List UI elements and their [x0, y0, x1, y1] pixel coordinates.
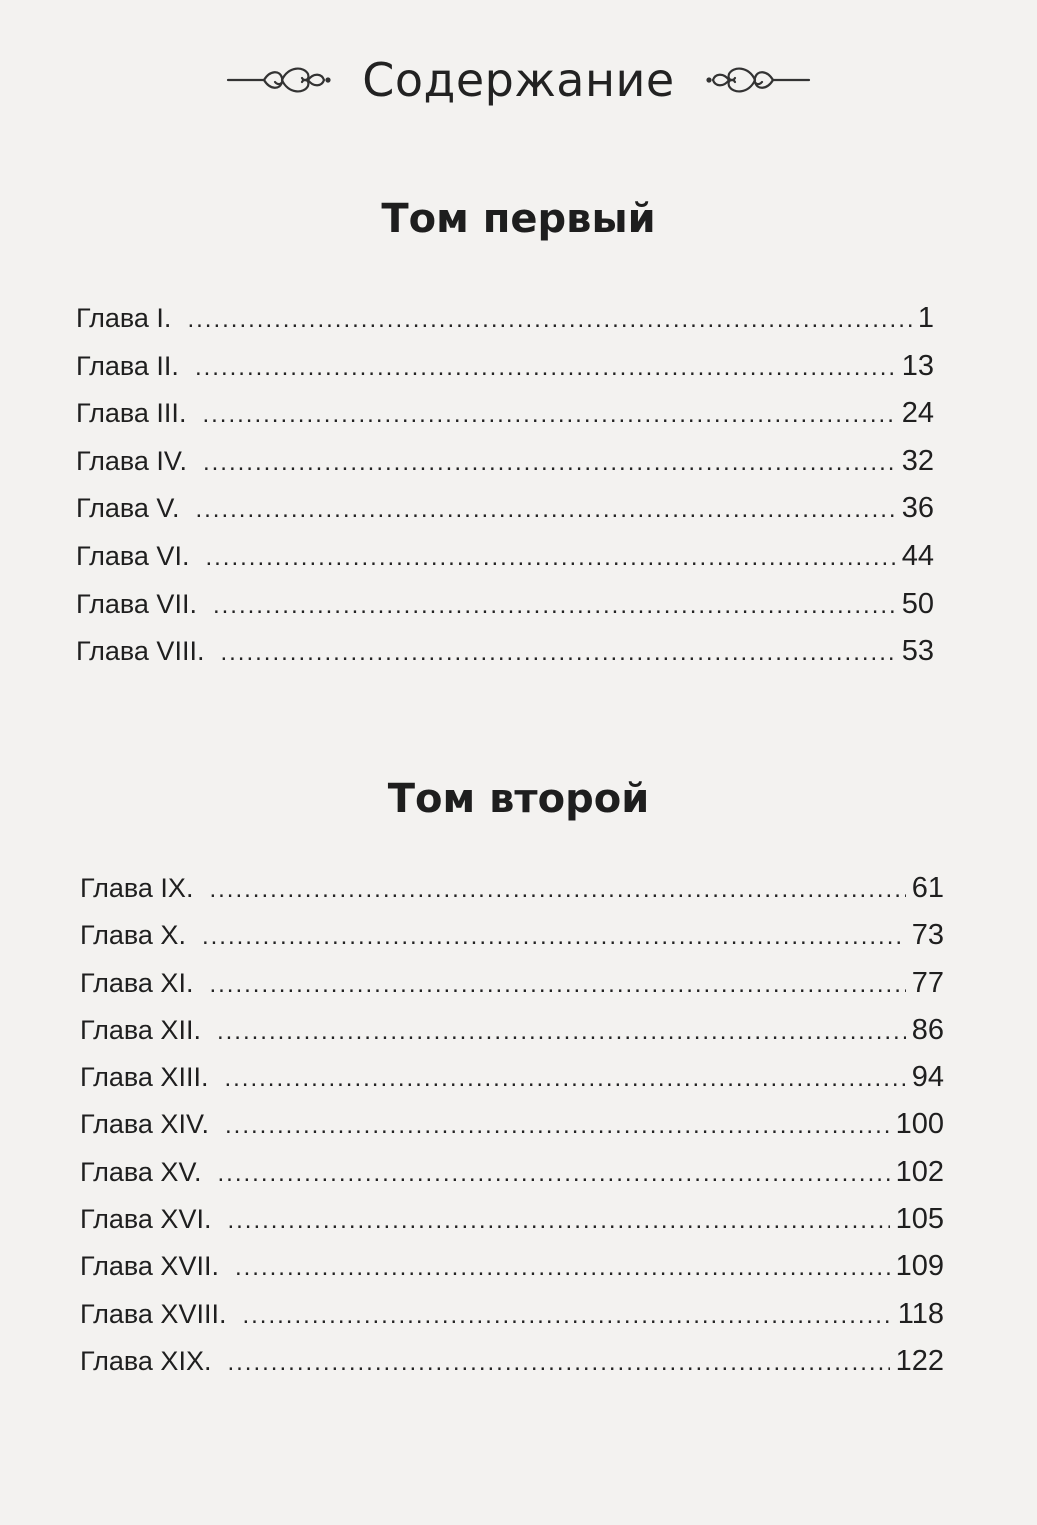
- page-number: 86: [911, 1013, 944, 1046]
- dot-leader: [220, 641, 895, 665]
- toc-entry: [80, 919, 944, 966]
- chapter-label: Глава I.: [76, 303, 172, 333]
- toc-entry: [76, 492, 934, 540]
- dot-leader: [227, 1209, 889, 1233]
- dot-leader: [202, 403, 895, 427]
- chapter-label: Глава XIII.: [80, 1062, 209, 1093]
- chapter-label: Глава XVII.: [80, 1251, 219, 1282]
- dot-leader: [203, 451, 896, 475]
- page-number: 44: [901, 539, 934, 572]
- page-number: 1: [917, 302, 934, 334]
- volume-title: Том первый: [381, 196, 656, 242]
- page-number: 36: [901, 492, 934, 525]
- page-number: 122: [895, 1344, 944, 1377]
- page-number: 50: [901, 587, 934, 620]
- chapter-label: Глава XV.: [80, 1156, 202, 1187]
- dot-leader: [242, 1304, 891, 1328]
- chapter-label: Глава III.: [76, 398, 187, 429]
- chapter-label: Глава V.: [76, 493, 180, 524]
- chapter-label: Глава XVIII.: [80, 1298, 227, 1329]
- toc-entry: [80, 1108, 944, 1155]
- dot-leader: [213, 594, 896, 618]
- toc-entry: [76, 350, 934, 398]
- page-number: 94: [911, 1061, 944, 1094]
- page-number: 109: [895, 1250, 944, 1283]
- page-number: 13: [901, 349, 934, 382]
- flourish-ornament-icon: [224, 60, 334, 100]
- toc-entry: [80, 1298, 944, 1345]
- chapter-label: Глава VI.: [76, 540, 190, 571]
- toc-entry: [80, 1061, 944, 1108]
- toc-entry: [80, 1014, 944, 1061]
- dot-leader: [225, 1114, 890, 1138]
- toc-entry: [80, 1250, 944, 1297]
- chapter-label: Глава XIX.: [80, 1345, 212, 1376]
- chapter-label: Глава XVI.: [80, 1204, 212, 1235]
- dot-leader: [224, 1067, 905, 1091]
- toc-list-volume-2: [80, 872, 944, 1392]
- page-number: 77: [911, 966, 944, 999]
- page-number: 24: [901, 397, 934, 430]
- toc-entry: [80, 967, 944, 1014]
- page-number: 61: [911, 872, 944, 904]
- toc-entry: [80, 1156, 944, 1203]
- chapter-label: Глава VII.: [76, 588, 197, 619]
- toc-entry: [76, 445, 934, 493]
- dot-leader: [195, 498, 895, 522]
- page-number: 32: [901, 444, 934, 477]
- chapter-label: Глава IV.: [76, 445, 187, 476]
- page-number: 105: [895, 1203, 944, 1236]
- chapter-label: Глава IX.: [80, 873, 194, 903]
- dot-leader: [209, 878, 905, 902]
- page-title: Содержание: [362, 53, 675, 107]
- toc-entry: [76, 397, 934, 445]
- chapter-label: Глава XII.: [80, 1014, 201, 1045]
- chapter-label: Глава X.: [80, 920, 186, 951]
- toc-entry: [76, 540, 934, 588]
- chapter-label: Глава VIII.: [76, 636, 205, 667]
- flourish-ornament-icon: [703, 60, 813, 100]
- page-number: 118: [897, 1297, 944, 1330]
- dot-leader: [235, 1256, 890, 1280]
- page-number: 100: [895, 1108, 944, 1141]
- dot-leader: [195, 356, 896, 380]
- dot-leader: [205, 546, 895, 570]
- toc-entry: [80, 1203, 944, 1250]
- toc-entry: [76, 302, 934, 350]
- page-heading: [0, 40, 1037, 120]
- dot-leader: [227, 1351, 889, 1375]
- dot-leader: [202, 925, 906, 949]
- dot-leader: [187, 308, 911, 332]
- page-number: 53: [901, 635, 934, 668]
- toc-entry: [80, 872, 944, 919]
- page-number: 102: [895, 1155, 944, 1188]
- toc-entry: [76, 588, 934, 636]
- dot-leader: [209, 973, 905, 997]
- chapter-label: Глава XI.: [80, 967, 194, 998]
- chapter-label: Глава II.: [76, 350, 179, 381]
- dot-leader: [217, 1162, 889, 1186]
- chapter-label: Глава XIV.: [80, 1109, 209, 1140]
- dot-leader: [217, 1020, 906, 1044]
- toc-entry: [80, 1345, 944, 1392]
- volume-title: Том второй: [387, 776, 650, 822]
- toc-entry: [76, 635, 934, 683]
- page-number: 73: [911, 919, 944, 952]
- toc-list-volume-1: [76, 302, 934, 683]
